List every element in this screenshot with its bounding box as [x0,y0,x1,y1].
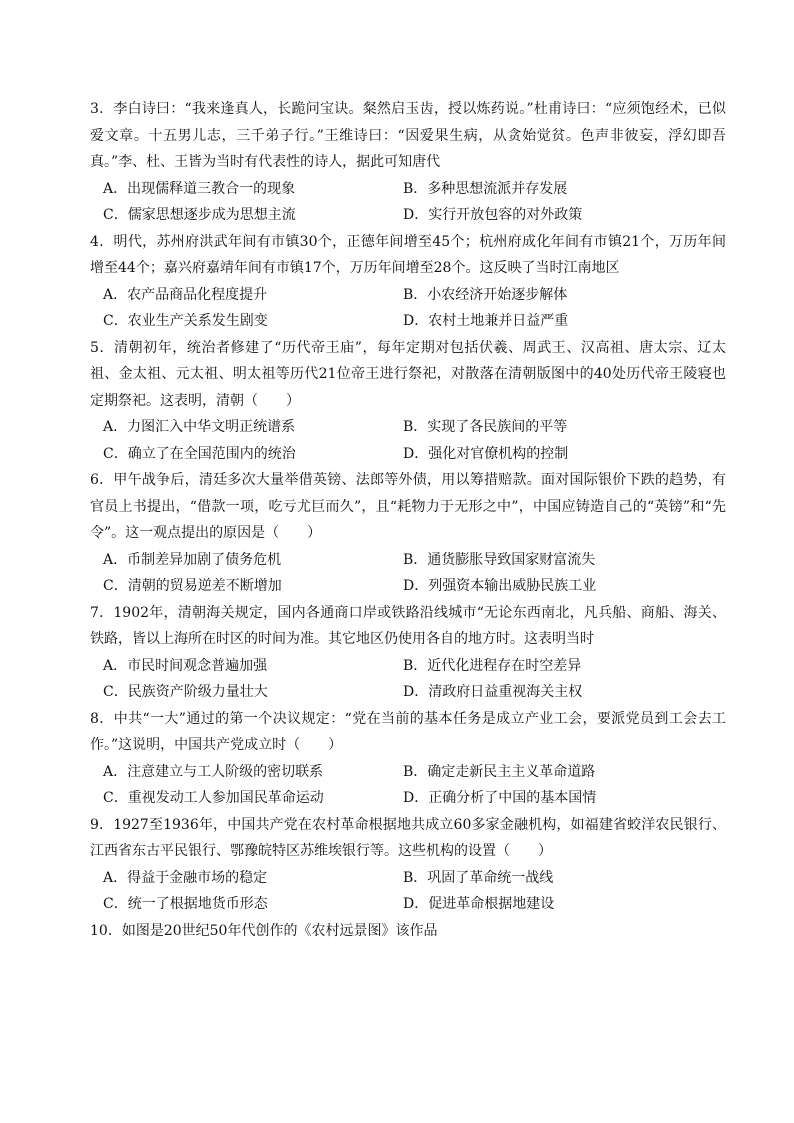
question-stem: 4．明代，苏州府洪武年间有市镇30个，正德年间增至45个；杭州府成化年间有市镇21个，万历年间增至44个；嘉兴府嘉靖年间有市镇17个，万历年间增至28个。这反映了当时江南地区 [90,233,726,276]
option-c: C．儒家思想逐步成为思想主流 [103,207,296,223]
option-c: C．重视发动工人参加国民革命运动 [103,790,324,806]
options-grid [90,759,726,812]
option-d: D．清政府日益重视海关主权 [403,684,583,700]
question-stem: 10．如图是20世纪50年代创作的《农村远景图》该作品 [90,922,438,939]
option-b: B．多种思想流派并存发展 [403,180,568,197]
options-grid [90,282,726,335]
option-c: C．民族资产阶级力量壮大 [103,684,268,700]
question-10 [90,918,726,945]
question-stem: 5．清朝初年，统治者修建了“历代帝王庙”，每年定期对包括伏羲、周武王、汉高祖、唐太宗、辽太祖、金太祖、元太祖、明太祖等历代21位帝王进行祭祀，对散落在清朝版图中的40处历代帝王陵寝也定期祭祀。这表明，清朝（ ） [90,339,726,409]
option-a: A．注意建立与工人阶级的密切联系 [103,763,324,780]
question-stem: 3．李白诗曰：“我来逢真人，长跪问宝诀。粲然启玉齿，授以炼药说。”杜甫诗曰：“应须饱经术，已似爱文章。十五男儿志，三千弟子行。”王维诗曰：“因爱果生病，从贪始觉贫。色声非彼妄，浮幻即吾真。”李、杜、王皆为当时有代表性的诗人，据此可知唐代 [90,101,726,170]
option-d: D．农村土地兼并日益严重 [403,313,569,329]
question-stem: 6．甲午战争后，清廷多次大量举借英镑、法郎等外债，用以筹措赔款。面对国际银价下跌的趋势，有官员上书提出，“借款一项，吃亏尤巨而久”，且“耗物力于无形之中”，中国应铸造自己的“英镑”和“先令”。这一观点提出的原因是（ ） [90,472,726,541]
question-4 [90,229,726,335]
option-d: D．实行开放包容的对外政策 [403,207,583,223]
question-8 [90,706,726,812]
option-b: B．确定走新民主主义革命道路 [403,763,596,780]
option-b: B．巩固了革命统一战线 [403,869,554,886]
option-d: D．正确分析了中国的基本国情 [403,790,597,806]
question-5 [90,335,726,468]
exam-page [90,96,726,944]
question-9 [90,812,726,918]
option-a: A．出现儒释道三教合一的现象 [103,180,296,197]
options-grid [90,865,726,918]
question-stem: 9．1927至1936年，中国共产党在农村革命根据地共成立60多家金融机构，如福建省蛟洋农民银行、江西省东古平民银行、鄂豫皖特区苏维埃银行等。这些机构的设置（ ） [90,816,726,859]
option-b: B．小农经济开始逐步解体 [403,286,568,303]
option-c: C．确立了在全国范围内的统治 [103,445,296,462]
option-d: D．促进革命根据地建设 [403,896,555,912]
option-c: C．清朝的贸易逆差不断增加 [103,578,282,594]
question-stem: 8．中共“一大”通过的第一个决议规定：“党在当前的基本任务是成立产业工会，要派党员到工会去工作。”这说明，中国共产党成立时（ ） [90,710,726,753]
question-7 [90,600,726,706]
option-a: A．币制差异加剧了债务危机 [103,551,282,568]
option-c: C．农业生产关系发生剧变 [103,313,268,329]
option-a: A．力图汇入中华文明正统谱系 [103,419,296,435]
option-b: B．通货膨胀导致国家财富流失 [403,551,596,568]
option-a: A．市民时间观念普遍加强 [103,657,268,674]
question-6 [90,467,726,600]
options-grid [90,653,726,706]
option-b: B．实现了各民族间的平等 [403,419,568,435]
question-stem: 7．1902年，清朝海关规定，国内各通商口岸或铁路沿线城市“无论东西南北，凡兵船、商船、海关、铁路，皆以上海所在时区的时间为准。其它地区仍使用各自的地方时。这表明当时 [90,604,726,647]
options-grid [90,414,726,467]
option-b: B．近代化进程存在时空差异 [403,657,582,674]
option-a: A．得益于金融市场的稳定 [103,869,268,886]
option-d: D．列强资本输出威胁民族工业 [403,578,597,594]
options-grid [90,547,726,600]
option-d: D．强化对官僚机构的控制 [403,445,569,462]
question-3 [90,96,726,229]
option-a: A．农产品商品化程度提升 [103,286,268,303]
options-grid [90,176,726,229]
option-c: C．统一了根据地货币形态 [103,896,268,912]
